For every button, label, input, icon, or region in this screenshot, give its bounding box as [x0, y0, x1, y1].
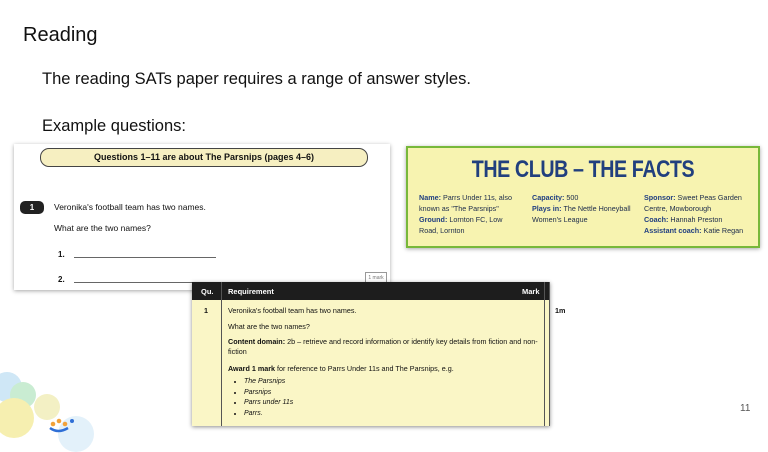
question-text: Veronika's football team has two names.	[54, 202, 206, 212]
answer-1-line	[74, 257, 216, 258]
header-requirement: Requirement	[228, 287, 274, 296]
answer-1-label: 1.	[58, 250, 65, 259]
row-question-number: 1	[204, 306, 208, 315]
fact-assistant-value: Katie Regan	[703, 226, 744, 235]
requirement-line-2: What are the two names?	[228, 322, 310, 331]
fact-capacity-value: 500	[566, 193, 579, 202]
mark-box: 1 mark	[365, 272, 387, 284]
fact-sponsor	[644, 192, 756, 214]
header-mark: Mark	[522, 287, 540, 296]
answer-2-label: 2.	[58, 275, 65, 284]
examples-label: Example questions:	[42, 117, 186, 135]
content-domain-label: Content domain:	[228, 337, 286, 346]
column-divider	[544, 282, 545, 426]
questions-banner-text: Questions 1–11 are about The Parsnips (pages 4–6)	[93, 152, 315, 162]
column-divider	[549, 282, 550, 426]
fact-ground-label: Ground:	[419, 215, 448, 224]
fact-coach-label: Coach:	[644, 215, 669, 224]
fact-plays-value: The Nettle Honeyball Women's League	[532, 204, 631, 224]
decorative-circle	[0, 398, 34, 438]
fact-capacity	[532, 192, 636, 203]
slide-subtitle: The reading SATs paper requires a range of answer styles.	[42, 70, 471, 88]
header-qu: Qu.	[201, 287, 214, 296]
list-item: • Parrs under 11s	[244, 398, 530, 409]
list-item: • The Parsnips	[244, 377, 530, 388]
club-facts-panel	[406, 146, 760, 248]
requirement-line-1: Veronika's football team has two names.	[228, 306, 357, 315]
fact-plays-in	[532, 203, 640, 225]
content-domain	[228, 337, 540, 357]
fact-name	[419, 192, 523, 214]
fact-coach	[644, 214, 756, 225]
fact-assistant-label: Assistant coach:	[644, 226, 702, 235]
award-label: Award 1 mark	[228, 364, 276, 373]
answer-2-line	[74, 282, 194, 283]
fact-assistant-coach	[644, 225, 756, 236]
fact-name-value: Parrs Under 11s, also known as "The Parsnips"	[419, 193, 512, 213]
logo-icon	[48, 414, 78, 432]
mark-scheme-table	[192, 282, 566, 426]
slide-title: Reading	[23, 24, 98, 46]
question-number-badge: 1	[20, 201, 44, 214]
question-prompt: What are the two names?	[54, 223, 151, 233]
list-item: • Parsnips	[244, 388, 530, 399]
list-item: • Parrs.	[244, 409, 530, 420]
fact-name-label: Name:	[419, 193, 441, 202]
fact-coach-value: Hannah Preston	[670, 215, 723, 224]
row-mark-value: 1m	[555, 306, 566, 315]
award-description: for reference to Parrs Under 11s and The Parsnips, e.g.	[277, 364, 454, 373]
fact-sponsor-label: Sponsor:	[644, 193, 676, 202]
accepted-answers-list	[230, 377, 530, 419]
column-divider	[221, 282, 222, 426]
mark-scheme-header	[192, 282, 550, 300]
fact-sponsor-value: Sweet Peas Garden Centre, Mowborough	[644, 193, 742, 213]
fact-ground-value: Lornton FC, Low Road, Lornton	[419, 215, 503, 235]
exam-paper-excerpt	[14, 144, 390, 290]
fact-ground	[419, 214, 523, 236]
page-number: 11	[740, 403, 751, 414]
questions-banner	[40, 148, 368, 167]
fact-plays-label: Plays in:	[532, 204, 562, 213]
award-text	[228, 364, 540, 374]
club-facts-title: THE CLUB – THE FACTS	[471, 156, 695, 183]
fact-capacity-label: Capacity:	[532, 193, 565, 202]
content-domain-value: 2b – retrieve and record information or identify key details from fiction and non-fiction	[228, 337, 538, 356]
